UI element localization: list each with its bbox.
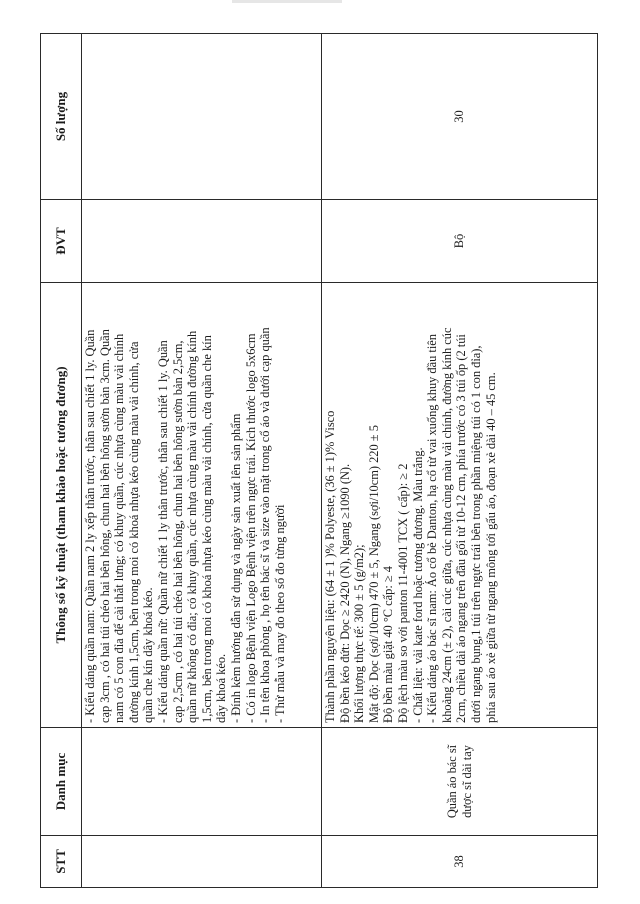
spec-line: nam có 5 con đỉa để cài thắt lưng; có khuy quần, cúc nhựa cùng màu vải chính (112, 333, 127, 723)
row1-so-luong (82, 34, 322, 200)
row2-stt: 38 (322, 836, 598, 888)
spec-table (40, 33, 598, 888)
spec-line: quần che kín dây khoá kéo. (141, 587, 156, 723)
spec-line: - Kiểu dáng quần nam: Quần nam 2 ly xếp thân trước, thân sau chiết 1 ly. Quần (83, 329, 97, 723)
spec-line: - Kiểu dáng áo bác sĩ nam: Áo cổ bẻ Danton, hạ cổ từ vai xuống khuy đầu tiên (425, 333, 440, 723)
row2-danh-muc: Quần áo bác sĩ dược sĩ dài tay (322, 728, 598, 836)
spec-line: dây khoá kéo. (214, 653, 229, 723)
scan-smudge (232, 0, 342, 3)
spec-line: - Có in logo Bệnh viện Logo Bệnh viện trên ngực trái. Kích thước logo 5x6cm (243, 333, 258, 723)
spec-line: Mật độ: Dọc (sợi/10cm) 470 ± 5, Ngang (sợi/10cm) 220 ± 5 (366, 425, 381, 723)
spec-line: 1,5cm, bên trong moi có khoá nhựa kéo cùng màu vải chính, cửa quần che kín (199, 335, 214, 723)
spec-line: khoảng 24cm (± 2), cài cúc giữa, cúc nhựa cùng màu vải chính, đường kính cúc (439, 327, 454, 723)
spec-line: - Kiểu dáng quần nữ: Quần nữ chiết 1 ly thân trước, thân sau chiết 1 ly. Quần (155, 340, 170, 723)
spec-line: - Đính kèm hướng dẫn sử dụng và ngày sản xuất lên sản phẩm (228, 413, 243, 723)
spec-line: Thành phần nguyên liệu: (64 ± 1 )% Polyeste, (36 ± 1)% Visco (323, 410, 337, 723)
spec-line: Độ bền kéo đứt: Dọc ≥ 2420 (N), Ngang ≥1090 (N). (337, 463, 352, 723)
spec-line: Độ bền màu giặt 40 °C cấp: ≥ 4 (381, 566, 396, 723)
header-dvt: ĐVT (41, 200, 82, 283)
spec-line: Độ lệch màu so với panton 11-4001 TCX ( cấp): ≥ 2 (395, 463, 410, 723)
row1-dvt (82, 200, 322, 283)
spec-table-sheet (40, 34, 598, 888)
spec-line: đường kính 1,5cm, bên trong moi có khoá nhựa kéo cùng màu vải chính, cửa (126, 341, 141, 723)
header-row (41, 34, 82, 888)
row2-specs (322, 283, 598, 728)
row1-specs (82, 283, 322, 728)
spec-line: cạp 3cm , có hai túi chéo hai bên hông, chun hai bên hông sườn bản 3cm. Quần (97, 329, 112, 723)
spec-line: quần nữ không có đỉa; có khuy quần, cúc nhựa cùng màu vải chính đường kính (185, 330, 200, 723)
row1-stt (82, 836, 322, 888)
spec-line: dưới ngang bụng,1 túi trên ngực trái bên trong phần miệng túi có 1 con đỉa), (468, 345, 483, 723)
spec-line: Khối lượng thực tế: 300 ± 5 (g/m2); (352, 544, 367, 723)
spec-line: - In tên khoa phòng , họ tên bác sĩ và size vào mặt trong cổ áo và dưới cạp quần (258, 327, 273, 723)
table-row (322, 34, 598, 888)
row2-so-luong: 30 (322, 34, 598, 200)
spec-line: cạp 2,5cm , có hai túi chéo hai bên hông, chun hai bên hông sườn bản 2,5cm, (170, 340, 185, 723)
header-thong-so: Thông số kỹ thuật (tham khảo hoặc tương đương) (41, 283, 82, 728)
header-so-luong: Số lượng (41, 34, 82, 200)
header-danh-muc: Danh mục (41, 728, 82, 836)
spec-line: - Chất liệu: vải kate ford hoặc tương đương. Màu trắng. (410, 447, 425, 723)
spec-line: 2cm, chiều dài áo ngang trên đầu gối từ 10-12 cm, phía trước có 3 túi ốp (2 túi (454, 334, 469, 723)
spec-line: - Thử mẫu và may đo theo số đo từng người (272, 504, 287, 723)
header-stt: STT (41, 836, 82, 888)
table-row (82, 34, 322, 888)
spec-line: phía sau áo xẻ giữa từ ngang mông tới gấu áo, đoạn xẻ dài 40 – 45 cm. (483, 372, 498, 723)
row1-danh-muc (82, 728, 322, 836)
row2-dvt: Bộ (322, 200, 598, 283)
